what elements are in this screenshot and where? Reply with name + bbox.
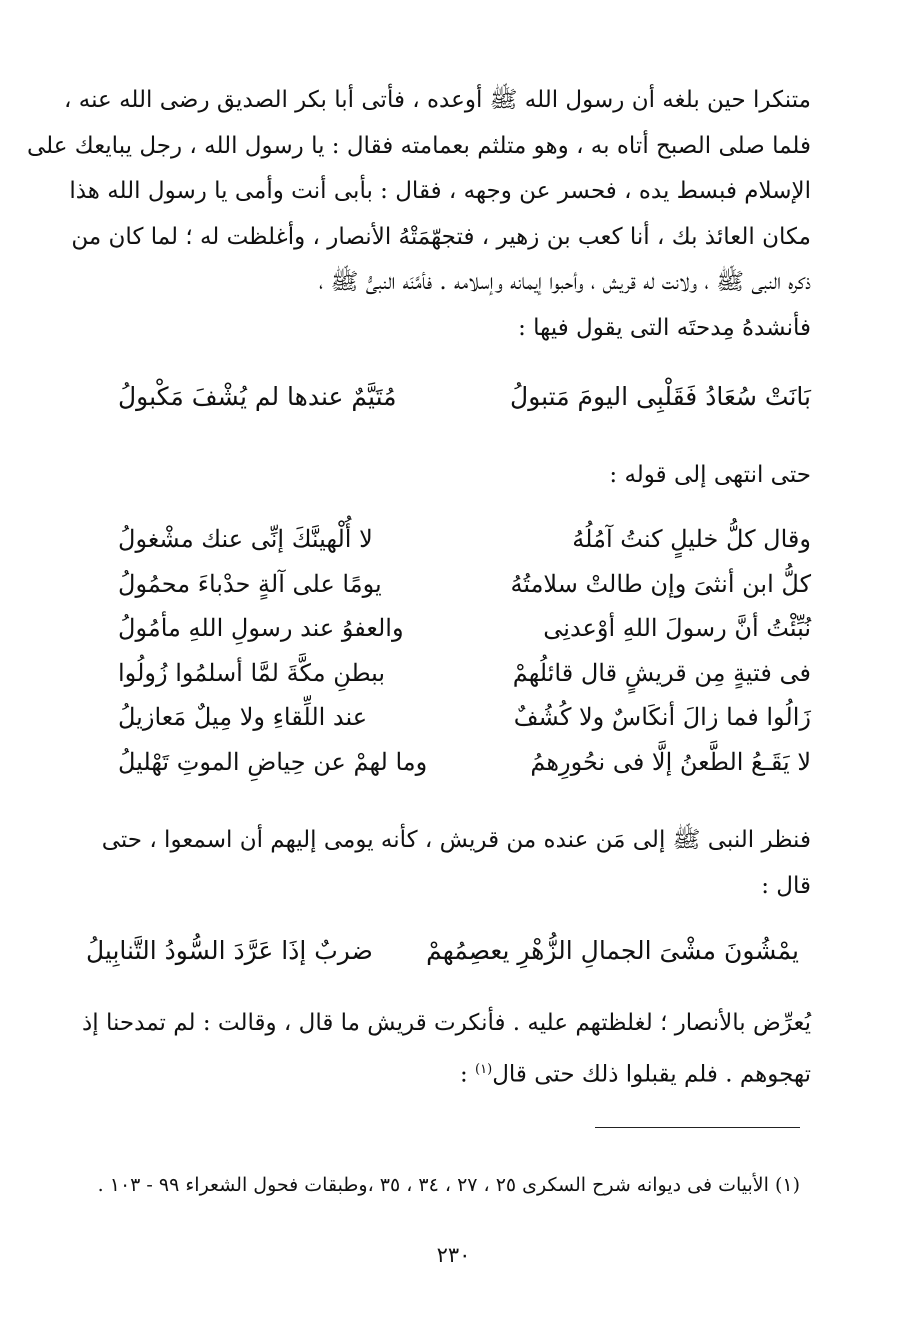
verse-first-hemistich: نُبِّئْتُ أنَّ رسولَ اللهِ أوْعدنِى [543,614,811,642]
text-line: قال : [761,872,811,899]
intro-line: حتى انتهى إلى قوله : [609,462,811,488]
footnote-divider [595,1127,800,1128]
verse-second-hemistich: ببطنِ مكَّةَ لمَّا أسلمُوا زُولُوا [118,658,386,687]
paragraph-1 [26,78,811,351]
text-line: الإسلام فبسط يده ، فحسر عن وجهه ، فقال : بأبى أنت وأمى يا رسول الله هذا [69,178,811,204]
poem [74,517,811,784]
text-line: ذكره النبى ﷺ ، ولانت له قريش ، وأحبوا إيمانه وإسلامه . فأمَّنَه النبىُّ ﷺ ، [318,269,811,295]
poem-verse [118,651,811,696]
verse-first-hemistich: يمْشُونَ مشْىَ الجمالِ الزُّهْرِ يعصِمُهمْ [426,936,799,965]
poem-verse [118,740,811,785]
page-number: ٢٣٠ [436,1243,471,1267]
verse-first-hemistich: لا يَقَـعُ الطَّعنُ إلَّا فى نحُورِهمُ [530,747,811,776]
text-fragment: : [459,1061,476,1088]
text-line: مكان العائذ بك ، أنا كعب بن زهير ، فتجهّمَتْهُ الأنصار ، وأغلظت له ؛ لما كان من [71,223,811,250]
poem-verse [118,695,811,740]
verse-first-hemistich: وقال كلُّ خليلٍ كنتُ آمُلُهُ [572,525,811,553]
text-line: يُعرِّض بالأنصار ؛ لغلظتهم عليه . فأنكرت قريش ما قال ، وقالت : لم تمدحنا إذ [82,1010,811,1036]
poem-verse [118,562,811,607]
verse-second-hemistich: يومًا على آلةٍ حدْباءَ محمُولُ [118,569,382,598]
verse-second-hemistich: ضربٌ إذَا عَرَّدَ السُّودُ التَّنابِيلُ [86,936,373,965]
verse-second-hemistich: عند اللِّقاءِ ولا مِيلٌ مَعازيلُ [118,703,368,731]
text-fragment: تهجوهم . فلم يقبلوا ذلك حتى قال [492,1061,811,1088]
verse-closing [74,931,811,971]
text-line [74,1047,811,1098]
text-line: فأنشدهُ مِدحتَه التى يقول فيها : [518,314,811,341]
verse-second-hemistich: مُتَيَّمٌ عندها لم يُشْفَ مَكْبولُ [118,382,397,411]
verse-second-hemistich: والعفوُ عند رسولِ اللهِ مأمُولُ [118,614,404,642]
text-line: فلما صلى الصبح أتاه به ، وهو متلثم بعمامته فقال : يا رسول الله ، رجل يبايعك على [26,132,811,159]
verse-first-hemistich: زَالُوا فما زالَ أنكَاسٌ ولا كُشُفٌ [513,703,811,731]
verse-first-hemistich: بَانَتْ سُعَادُ فَقَلْبِى اليومَ مَتبولُ [510,382,811,411]
text-line: متنكرا حين بلغه أن رسول الله ﷺ أوعده ، فأتى أبا بكر الصديق رضى الله عنه ، [64,87,811,113]
verse-opening [74,377,811,417]
verse-first-hemistich: فى فتيةٍ مِن قريشٍ قال قائلُهمْ [512,658,811,687]
poem-verse [118,606,811,651]
footnote-marker: (١) [475,1061,493,1077]
verse-first-hemistich: كلُّ ابن أنثىَ وإن طالتْ سلامتُهُ [510,569,811,598]
footnote: (١) الأبيات فى ديوانه شرح السكرى ٢٥ ، ٢٧ ، ٣٤ ، ٣٥ ،وطبقات فحول الشعراء ٩٩ - ١٠٣ . [97,1174,800,1196]
paragraph-2 [74,818,811,909]
verse-second-hemistich: وما لهمْ عن حِياضِ الموتِ تَهْليلُ [118,747,428,776]
poem-verse [118,517,811,562]
paragraph-3 [74,1001,811,1098]
text-line: فنظر النبى ﷺ إلى مَن عنده من قريش ، كأنه يومى إليهم أن اسمعوا ، حتى [101,827,811,853]
verse-second-hemistich: لا أُلْهينَّكَ إنِّى عنك مشْغولُ [118,525,373,553]
